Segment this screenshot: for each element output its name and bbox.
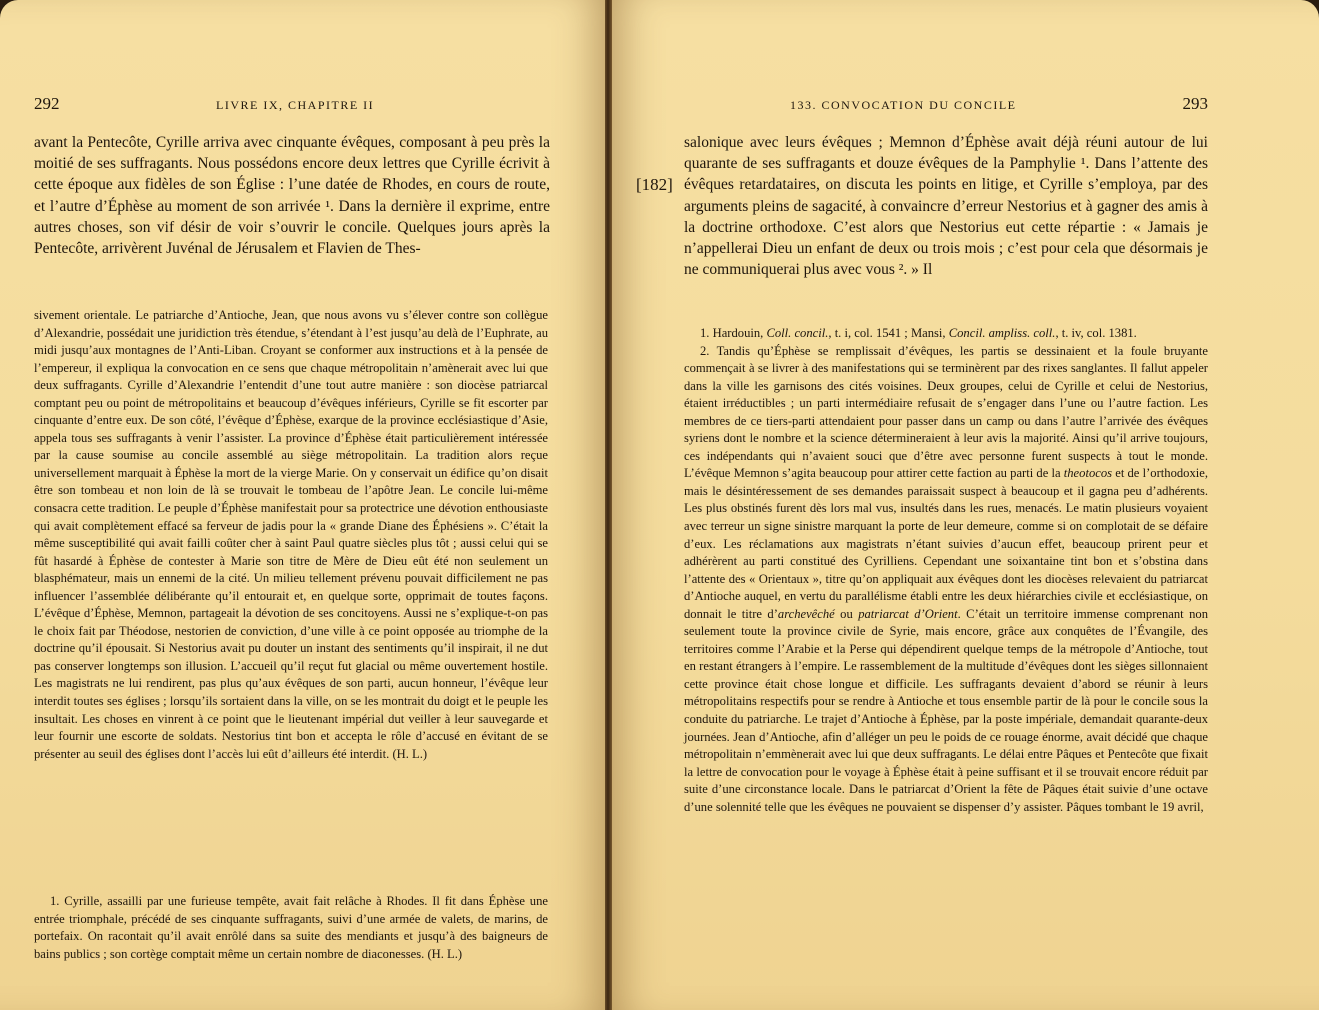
right-footnotes (684, 325, 1208, 816)
footnote-2 (684, 343, 1208, 817)
left-page-number: 292 (34, 94, 60, 113)
fn2-italic: patriarcat d’Orient (858, 606, 958, 621)
right-body-text (684, 132, 1208, 280)
left-body-text (34, 132, 550, 259)
footnote-1-text: 1. Cyrille, assailli par une furieuse tempête, avait fait relâche à Rhodes. Il fit dans Éphèse une entrée triomphale, précédé de ses cinquante suffragants, suivi d’une armée de valets, de marins, de portefaix. On racontait qu’il avait enrôlé dans sa suite des mendiants et jusqu’à des baigneurs de bains publics ; son cortège comptait même un certain nombre de diaconesses. (H. L.) (34, 894, 548, 961)
fn1-part: , t. i, col. 1541 ; Mansi, (828, 326, 949, 340)
fn2-part: 2. Tandis qu’Éphèse se remplissait d’évêques, les partis se dessinaient et la foule bruyante commençait à se livrer à des manifestations qui se terminèrent par des rixes sanglantes. Il fallut appeler dans la ville les garnisons des cités voisines. Deux groupes, celui de Cyrille et celui de Nestorius, étaient irréductibles ; un parti intermédiaire refusait de s’engager dans l’une ou l’autre faction. Les membres de ce tiers-parti attendaient pour passer dans un camp ou dans l’autre l’arrivée des évêques syriens dont le nombre et la science détermineraient à leur avis la majorité. Ainsi qu’il arrive toujours, ces indépendants qui n’avaient souci que d’être avec personne furent suspects à tout le monde. L’évêque Memnon s’agita beaucoup pour attirer cette faction au parti de la (684, 343, 1208, 481)
left-footnote-1 (34, 893, 548, 963)
fn1-italic-2: Concil. ampliss. coll. (948, 326, 1056, 340)
left-body-paragraph: avant la Pentecôte, Cyrille arriva avec cinquante évêques, composant à peu près la moitié de ses suffragants. Nous possédons encore deux lettres que Cyrille écrivit à cette époque aux fidèles de son Église : l’une datée de Rhodes, en cours de route, et l’autre d’Éphèse au moment de son arrivée ¹. Dans la dernière il exprime, entre autres choses, son vif désir de voir s’ouvrir le concile. Quelques jours après la Pentecôte, arrivèrent Juvénal de Jérusalem et Flavien de Thes- (34, 134, 550, 258)
right-running-header (684, 94, 1208, 122)
left-running-head: LIVRE IX, CHAPITRE II (216, 98, 375, 112)
fn2-part: et de l’orthodoxie, mais le désintéressement de ses demandes paraissait suspect à beaucoup et il gagna peu d’adhérents. Les plus obstinés furent dès lors mal vus, insultés dans les rues, menacés. Le matin plusieurs voyaient avec terreur un signe sinistre marquant la porte de leur demeure, comme si on complotait de se défaire d’eux. Les réclamations aux magistrats n’étant suivies d’aucun effet, beaucoup prirent peur et adhérèrent au parti constitué des Cyrilliens. Cependant une soixantaine tint bon et s’obstina dans l’attente des « Orientaux », titre qu’on appliquait aux évêques dont les diocèses relevaient du patriarcat d’Antioche auquel, en vertu du parallélisme établi entre les deux hiérarchies civile et ecclésiastique, on donnait le titre d’ (684, 466, 1208, 621)
left-footnote-continued (34, 307, 548, 763)
fn2-part: ou (834, 606, 859, 621)
fn2-italic: archevêché (777, 606, 835, 621)
fn1-part: , t. iv, col. 1381. (1055, 326, 1137, 340)
margin-reference: [182] (636, 175, 673, 194)
right-running-head: 133. CONVOCATION DU CONCILE (790, 98, 1017, 112)
footnote-continuation: sivement orientale. Le patriarche d’Antioche, Jean, que nous avons vu s’élever contre son collègue d’Alexandrie, possédait une juridiction très étendue, s’étendant à l’est jusqu’au delà de l’Euphrate, au midi jusqu’aux montagnes de l’Anti-Liban. Croyant se conformer aux instructions et à la pensée de l’empereur, il expliqua la convocation en ce sens que chaque métropolitain n’amènerait avec lui que deux suffragants. Cyrille d’Alexandrie l’entendit d’une tout autre manière : son diocèse patriarcal comptant peu ou point de métropolitains et beaucoup d’évêques inférieurs, Cyrille se fit escorter par cinquante d’entre eux. De son côté, l’évêque d’Éphèse, exarque de la province ecclésiastique d’Asie, appela tous ses suffragants à venir l’assister. La province d’Éphèse était particulièrement intéressée par la cause soumise au concile assemblé au siège métropolitain. La tradition alors reçue universellement marquait à Éphèse la mort de la vierge Marie. On y conservait un édifice qu’on disait être son tombeau et non loin de là se trouvait le tombeau de l’apôtre Jean. Le concile lui-même consacra cette tradition. Le peuple d’Éphèse manifestait pour sa protectrice une dévotion enthousiaste qui avait complètement effacé sa ferveur de jadis pour la « grande Diane des Éphésiens ». C’était la même susceptibilité qui avait failli coûter cher à saint Paul quatre siècles plus tôt ; aussi celui qui se fût hasardé à Éphèse de contester à Marie son titre de Mère de Dieu eût été non seulement un blasphémateur, mais un ennemi de la cité. Un milieu tellement prévenu pouvait difficilement ne pas influencer l’assemblée délibérante qu’il entourait et, en quelque sorte, opprimait de toutes façons. L’évêque d’Éphèse, Memnon, partageait la dévotion de ses concitoyens. Aussi ne s’explique-t-on pas le choix fait par Théodose, nestorien de conviction, d’une ville à ce point opposée au triomphe de la doctrine qu’il épousait. Si Nestorius avait pu douter un instant des sentiments qu’il inspirait, il ne dut pas conserver longtemps son illusion. L’accueil qu’il reçut fut glacial ou même ouvertement hostile. Les magistrats ne lui rendirent, pas plus qu’aux évêques de son parti, aucun honneur, l’évêque leur interdit toutes ses églises ; lorsqu’ils sortaient dans la ville, on se les montrait du doigt et le peuple les insultait. Les choses en vinrent à ce point que le lieutenant impérial dut veiller à leur sauvegarde et leur fournir une escorte de soldats. Nestorius tint bon et accepta le rôle d’accusé en évitant de se présenter au seuil des églises dont l’accès lui eût d’ailleurs été interdit. (H. L.) (34, 308, 548, 761)
fn1-italic-1: Coll. concil. (766, 326, 829, 340)
right-page-number: 293 (1182, 94, 1208, 113)
footnote-1 (684, 325, 1208, 343)
left-running-header (34, 94, 554, 122)
fn2-italic: theotocos (1063, 466, 1113, 481)
right-page (612, 0, 1319, 1010)
right-body-paragraph: salonique avec leurs évêques ; Memnon d’Éphèse avait déjà réuni autour de lui quarante de ses suffragants et douze évêques de la Pamphylie ¹. Dans l’attente des évêques retardataires, on discuta les points en litige, et Cyrille s’employa, par des arguments pleins de sagacité, à convaincre d’erreur Nestorius et à gagner des amis à la doctrine orthodoxe. C’est alors que Nestorius eut cette répartie : « Jamais je n’appellerai Dieu un enfant de deux ou trois mois ; c’est pour cela que désormais je ne communiquerai plus avec vous ². » Il (684, 134, 1208, 279)
fn1-part: 1. Hardouin, (700, 326, 767, 340)
left-page (0, 0, 605, 1010)
fn2-part: . C’était un territoire immense comprenant non seulement toute la province civile de Syrie, mais encore, grâce aux conquêtes de l’Évangile, des territoires comme l’Arabie et la Perse qui dépendirent quelque temps de la métropole d’Antioche, tout en restant étrangers à l’empire. Le rassemblement de la multitude d’évêques dont les sièges sillonnaient cette province était chose longue et difficile. Les suffragants devaient d’abord se réunir à leurs métropolitains respectifs pour se rendre à Antioche et tous ensemble partir de là pour le concile sous la conduite du patriarche. Le trajet d’Antioche à Éphèse, par la poste impériale, demandait quarante-deux journées. Jean d’Antioche, afin d’alléger un peu le poids de ce rouage énorme, avait décidé que chaque métropolitain n’emmènerait avec lui que deux suffragants. Le délai entre Pâques et Pentecôte que fixait la lettre de convocation pour le voyage à Éphèse était à peine suffisant et il se trouvait encore réduit par suite d’une circonstance locale. Dans le patriarcat d’Orient la fête de Pâques était suivie d’une octave d’une solennité telle que les évêques ne pouvaient se dispenser d’y assister. Pâques tombant le 19 avril, (684, 606, 1208, 814)
